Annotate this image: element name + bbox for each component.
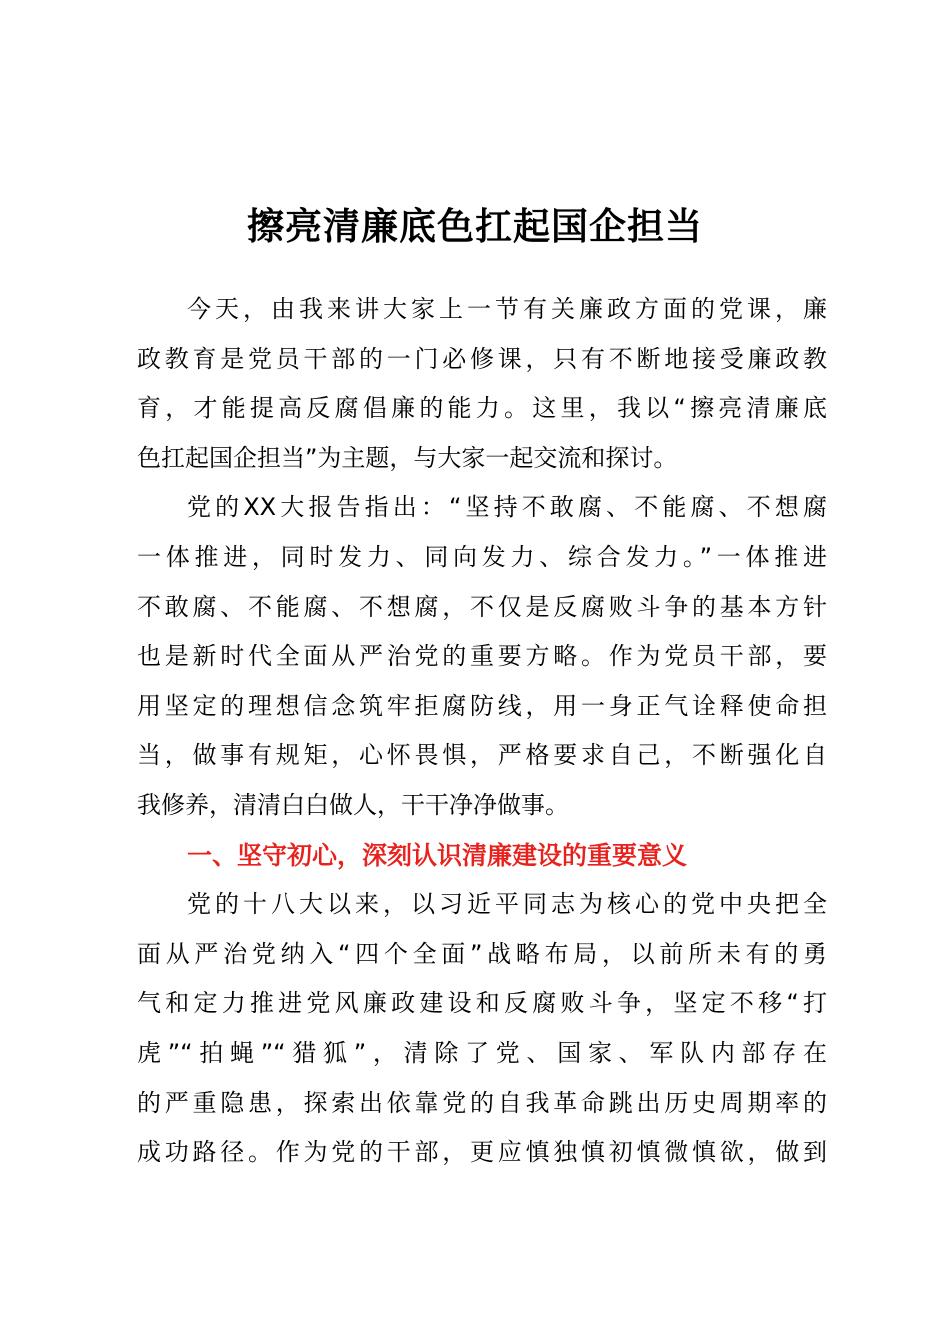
text-line: 政教育是党员干部的一门必修课，只有不断地接受廉政教 — [137, 344, 827, 373]
text-line: 色扛起国企担当”为主题，与大家一起交流和探讨。 — [137, 443, 678, 472]
document-body — [137, 285, 827, 1178]
text-line: 党的十八大以来，以习近平同志为核心的党中央把全 — [187, 890, 827, 919]
text-line: 气和定力推进党风廉政建设和反腐败斗争，坚定不移“打 — [137, 989, 827, 1018]
text-line: 不敢腐、不能腐、不想腐，不仅是反腐败斗争的基本方针 — [137, 592, 827, 621]
text-line: 我修养，清清白白做人，干干净净做事。 — [137, 790, 569, 819]
text-line: 面从严治党纳入“四个全面”战略布局，以前所未有的勇 — [137, 939, 827, 968]
paragraph-intro — [137, 285, 827, 483]
text-line: 成功路径。作为党的干部，更应慎独慎初慎微慎欲，做到 — [137, 1138, 827, 1167]
text-line: 党的XX大报告指出：“坚持不敢腐、不能腐、不想腐 — [187, 493, 827, 522]
paragraph-section1 — [137, 880, 827, 1178]
text-line: 用坚定的理想信念筑牢拒腐防线，用一身正气诠释使命担 — [137, 691, 827, 720]
text-line: 的严重隐患，探索出依靠党的自我革命跳出历史周期率的 — [137, 1088, 827, 1117]
text-line: 虎”“拍蝇”“猎狐”，清除了党、国家、军队内部存在 — [137, 1038, 827, 1067]
paragraph-report — [137, 483, 827, 830]
text-line: 当，做事有规矩，心怀畏惧，严格要求自己，不断强化自 — [137, 741, 827, 770]
document-title: 擦亮清廉底色扛起国企担当 — [247, 204, 703, 248]
text-line: 今天，由我来讲大家上一节有关廉政方面的党课，廉 — [187, 295, 827, 323]
section-heading: 一、坚守初心，深刻认识清廉建设的重要意义 — [187, 840, 688, 870]
text-line: 一体推进，同时发力、同向发力、综合发力。”一体推进 — [137, 542, 827, 571]
text-line: 育，才能提高反腐倡廉的能力。这里，我以“擦亮清廉底 — [137, 394, 827, 423]
text-line: 也是新时代全面从严治党的重要方略。作为党员干部，要 — [137, 642, 827, 671]
